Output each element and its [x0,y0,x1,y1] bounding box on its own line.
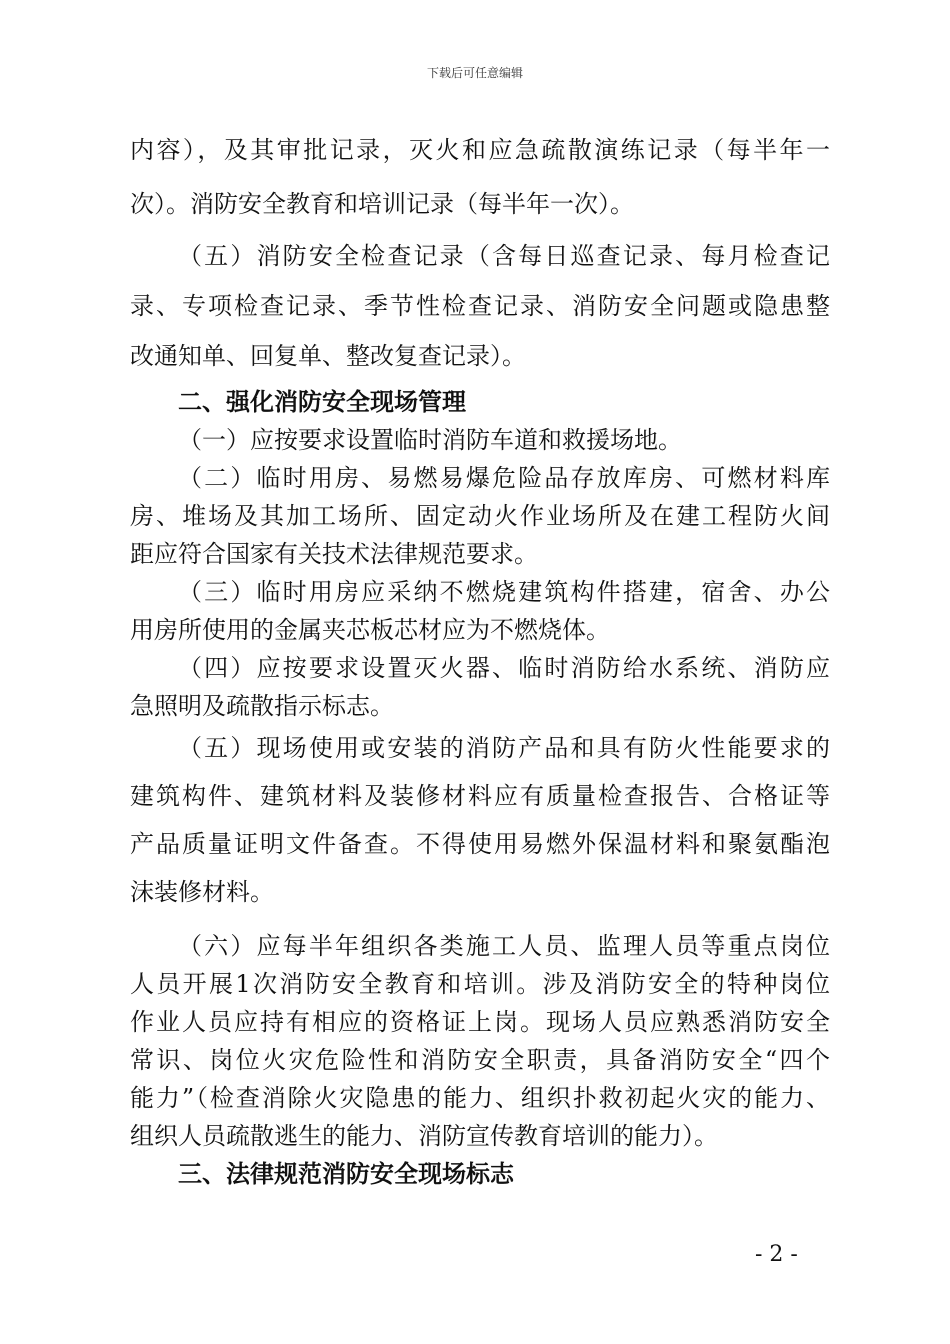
text-line: 能力”（检查消除火灾隐患的能力、组织扑救初起火灾的能力、 [130,1084,830,1112]
text-line: 改通知单、回复单、整改复查记录）。 [130,342,526,370]
text-line: 常识、岗位火灾危险性和消防安全职责，具备消防安全“四个 [130,1046,830,1074]
text-line: 人员开展1次消防安全教育和培训。涉及消防安全的特种岗位 [130,970,830,998]
page-number: - 2 - [755,1242,798,1267]
text-line: 作业人员应持有相应的资格证上岗。现场人员应熟悉消防安全 [130,1008,830,1036]
text-line: （三）临时用房应采纳不燃烧建筑构件搭建，宿舍、办公 [178,578,830,606]
page-header: 下载后可任意编辑 [426,66,523,80]
text-line: 急照明及疏散指示标志。 [130,692,394,720]
text-line: 组织人员疏散逃生的能力、消防宣传教育培训的能力）。 [130,1122,718,1150]
section-heading: 三、法律规范消防安全现场标志 [178,1159,514,1188]
text-line: （一）应按要求设置临时消防车道和救援场地。 [178,426,682,454]
text-line: （二）临时用房、易燃易爆危险品存放库房、可燃材料库 [178,464,830,492]
text-line: （四）应按要求设置灭火器、临时消防给水系统、消防应 [178,654,830,682]
text-line: （五）消防安全检查记录（含每日巡查记录、每月检查记 [178,242,830,270]
text-line: 距应符合国家有关技术法律规范要求。 [130,540,538,568]
text-line: （五）现场使用或安装的消防产品和具有防火性能要求的 [178,734,830,762]
text-line: 产品质量证明文件备查。不得使用易燃外保温材料和聚氨酯泡 [130,830,830,858]
text-line: 用房所使用的金属夹芯板芯材应为不燃烧体。 [130,616,610,644]
text-line: 建筑构件、建筑材料及装修材料应有质量检查报告、合格证等 [130,782,830,810]
text-line: 录、专项检查记录、季节性检查记录、消防安全问题或隐患整 [130,292,830,320]
text-line: （六）应每半年组织各类施工人员、监理人员等重点岗位 [178,932,830,960]
text-line: 沫装修材料。 [130,878,274,906]
section-heading: 二、强化消防安全现场管理 [178,387,466,416]
text-line: 内容），及其审批记录，灭火和应急疏散演练记录（每半年一 [130,136,830,164]
text-line: 次）。消防安全教育和培训记录（每半年一次）。 [130,190,634,218]
text-line: 房、堆场及其加工场所、固定动火作业场所及在建工程防火间 [130,502,830,530]
